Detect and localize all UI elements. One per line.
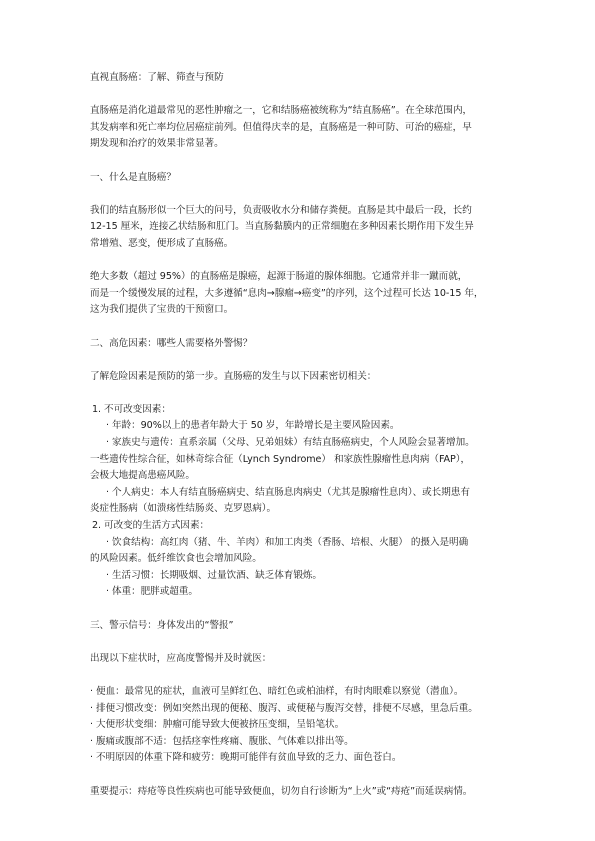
risk-factor-list [90,402,510,601]
section3-heading [90,618,510,635]
section2-heading [90,336,510,353]
group-label: 2. 可改变的生活方式因素： [92,520,210,532]
important-note [90,784,510,801]
list-item: · 生活习惯：长期吸烟、过量饮酒、缺乏体育锻炼。 [106,569,322,581]
list-item: · 个人病史：本人有结直肠癌病史、结直肠息肉病史（尤其是腺瘤性息肉）、或长期患有 [106,486,470,498]
section1-paragraph-1 [90,203,510,253]
group-label: 1. 不可改变因素： [92,403,171,415]
document-title [90,70,510,87]
section3-lead [90,651,510,668]
title-text: 直视直肠癌：了解、筛查与预防 [90,72,224,83]
intro-line: 直肠癌是消化道最常见的恶性肿瘤之一，它和结肠癌被统称为“结直肠癌”。在全球范围内， [90,105,473,117]
list-item: · 体重：肥胖或超重。 [106,586,198,598]
paragraph-line: 12-15 厘米，连接乙状结肠和肛门。当直肠黏膜内的正常细胞在多种因素长期作用下发生异 [90,221,474,233]
section1-heading [90,170,510,187]
section2-lead [90,369,510,386]
document-page [90,70,510,800]
intro-paragraph [90,103,510,153]
list-item-continuation: 的风险因素。低纤维饮食也会增加风险。 [90,553,262,565]
paragraph-line: 而是一个缓慢发展的过程，大多遵循“息肉→腺瘤→癌变”的序列，这个过程可长达 10-15 年， [90,287,484,299]
lead-text: 出现以下症状时，应高度警惕并及时就医： [90,652,272,664]
list-item: · 不明原因的体重下降和疲劳：晚期可能伴有贫血导致的乏力、面色苍白。 [90,752,402,764]
paragraph-line: 这为我们提供了宝贵的干预窗口。 [90,304,234,316]
list-item: · 年龄：90%以上的患者年龄大于 50 岁，年龄增长是主要风险因素。 [106,420,400,432]
paragraph-line: 我们的结直肠形似一个巨大的问号，负责吸收水分和储存粪便。直肠是其中最后一段，长约 [90,204,472,216]
list-item-continuation: 一些遗传性综合征，如林奇综合征（Lynch Syndrome） 和家族性腺瘤性息肉病（FAP）， [90,453,471,465]
list-item: · 腹痛或腹部不适：包括痉挛性疼痛、腹胀、气体难以排出等。 [90,735,354,747]
intro-line: 期发现和治疗的效果非常显著。 [90,138,224,150]
list-item: · 家族史与遗传：直系亲属（父母、兄弟姐妹）有结直肠癌病史，个人风险会显著增加。 [106,437,475,449]
note-text: 重要提示：痔疮等良性疾病也可能导致便血，切勿自行诊断为“上火”或“痔疮”而延误病情。 [90,785,473,797]
lead-text: 了解危险因素是预防的第一步。直肠癌的发生与以下因素密切相关： [90,370,377,382]
heading-text: 一、什么是直肠癌？ [90,171,176,183]
heading-text: 三、警示信号：身体发出的“警报” [90,619,234,631]
list-item: · 大便形状变细：肿瘤可能导致大便被挤压变细，呈铅笔状。 [90,719,345,731]
list-item: · 饮食结构：高红肉（猪、牛、羊肉）和加工肉类（香肠、培根、火腿） 的摄入是明确 [106,536,469,548]
paragraph-line: 常增殖、恶变，便形成了直肠癌。 [90,237,234,249]
section1-paragraph-2 [90,269,510,319]
symptom-list [90,684,510,767]
heading-text: 二、高危因素：哪些人需要格外警惕？ [90,337,253,349]
intro-line: 其发病率和死亡率均位居癌症前列。但值得庆幸的是，直肠癌是一种可防、可治的癌症，早 [90,121,472,133]
list-item: · 便血：最常见的症状，血液可呈鲜红色、暗红色或柏油样，有时肉眼难以察觉（潜血）。 [90,685,464,697]
list-item: · 排便习惯改变：例如突然出现的便秘、腹泻、或便秘与腹泻交替，排便不尽感，里急后重。 [90,702,478,714]
paragraph-line: 绝大多数（超过 95%）的直肠癌是腺癌，起源于肠道的腺体细胞。它通常并非一蹴而就， [90,271,468,283]
list-item-continuation: 会极大地提高患癌风险。 [90,470,195,482]
list-item-continuation: 炎症性肠病（如溃疡性结肠炎、克罗恩病）。 [90,503,277,515]
